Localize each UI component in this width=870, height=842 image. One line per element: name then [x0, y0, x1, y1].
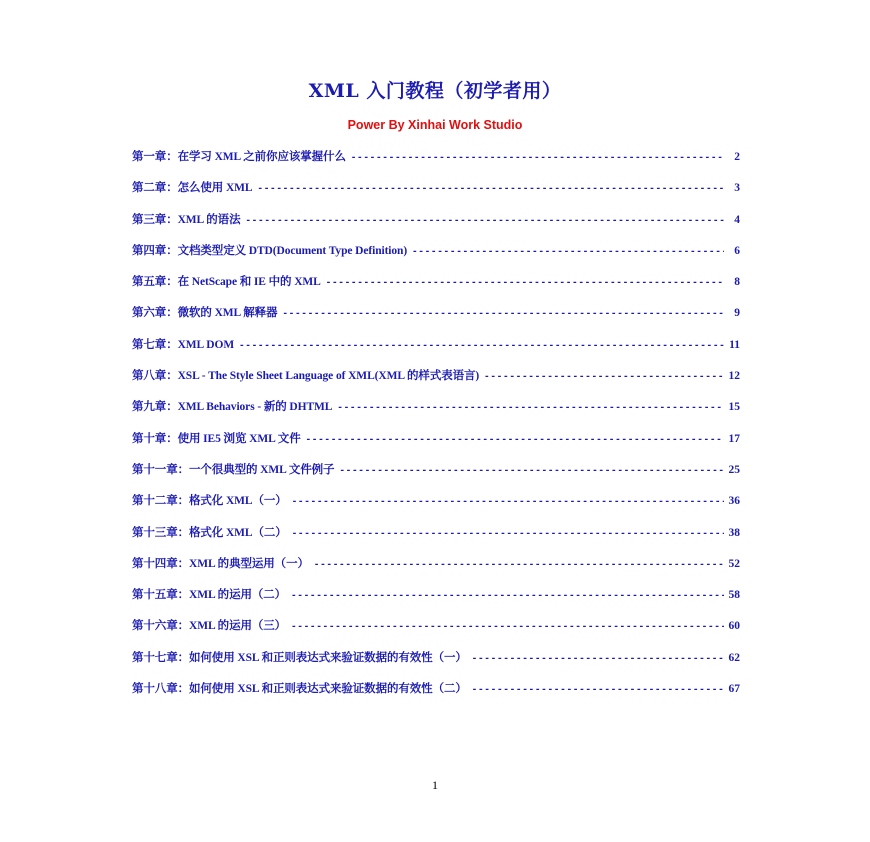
toc-entry-9[interactable]	[132, 398, 740, 429]
toc-entry-11[interactable]	[132, 461, 740, 492]
toc-entry-page: 9	[734, 307, 740, 320]
toc-entry-14[interactable]	[132, 555, 740, 586]
toc-entry-label: 第十一章：一个很典型的 XML 文件例子	[132, 463, 335, 476]
toc-entry-label: 第一章：在学习 XML 之前你应该掌握什么	[132, 151, 346, 163]
toc-dot-leader	[291, 622, 724, 632]
toc-dot-leader	[292, 497, 724, 507]
document-subtitle: Power By Xinhai Work Studio	[347, 118, 523, 132]
toc-dot-leader	[472, 685, 724, 695]
toc-entry-label: 第六章：微软的 XML 解释器	[132, 307, 278, 320]
toc-entry-page: 3	[734, 182, 740, 195]
toc-entry-label: 第八章：XSL - The Style Sheet Language of XML(XML 的样式表语言)	[132, 370, 480, 383]
toc-entry-12[interactable]	[132, 492, 740, 523]
toc-dot-leader	[339, 466, 724, 476]
toc-entry-page: 52	[728, 557, 740, 570]
toc-entry-page: 4	[734, 213, 740, 226]
toc-entry-10[interactable]	[132, 430, 740, 461]
toc-entry-page: 12	[728, 370, 740, 383]
toc-dot-leader	[484, 372, 724, 382]
toc-entry-6[interactable]	[132, 304, 740, 335]
toc-dot-leader	[282, 309, 724, 319]
toc-entry-label: 第九章：XML Behaviors - 新的 DHTML	[132, 401, 333, 414]
toc-entry-5[interactable]	[132, 273, 740, 304]
toc-entry-page: 11	[729, 338, 740, 351]
toc-entry-label: 第十五章：XML 的运用（二）	[132, 589, 287, 602]
toc-dot-leader	[239, 341, 724, 351]
toc-entry-page: 15	[728, 401, 740, 414]
toc-dot-leader	[472, 654, 724, 664]
toc-entry-8[interactable]	[132, 367, 740, 398]
toc-dot-leader	[306, 435, 724, 445]
toc-entry-page: 36	[728, 495, 740, 508]
toc-entry-page: 60	[728, 620, 740, 633]
toc-entry-page: 62	[728, 651, 740, 664]
page-number: 1	[432, 778, 438, 792]
toc-entry-label: 第七章：XML DOM	[132, 338, 235, 351]
toc-entry-4[interactable]	[132, 242, 740, 273]
toc-entry-label: 第十三章：格式化 XML（二）	[132, 526, 287, 539]
toc-dot-leader	[258, 184, 724, 194]
toc-entry-label: 第十六章：XML 的运用（三）	[132, 620, 287, 633]
toc-entry-label: 第十章：使用 IE5 浏览 XML 文件	[132, 432, 301, 445]
toc-entry-label: 第十二章：格式化 XML（一）	[132, 495, 287, 508]
toc-entry-1[interactable]	[132, 148, 740, 179]
toc-entry-13[interactable]	[132, 524, 740, 555]
toc-entry-15[interactable]	[132, 586, 740, 617]
toc-entry-16[interactable]	[132, 617, 740, 648]
toc-entry-page: 8	[734, 276, 740, 289]
toc-entry-label: 第四章：文档类型定义 DTD(Document Type Definition)	[132, 244, 408, 257]
toc-dot-leader	[245, 216, 724, 226]
toc-entry-2[interactable]	[132, 179, 740, 210]
toc-entry-label: 第十七章：如何使用 XSL 和正则表达式来验证数据的有效性（一）	[132, 651, 467, 664]
table-of-contents	[132, 148, 740, 711]
toc-dot-leader	[314, 560, 724, 570]
toc-entry-17[interactable]	[132, 649, 740, 680]
toc-entry-page: 38	[728, 526, 740, 539]
toc-entry-label: 第五章：在 NetScape 和 IE 中的 XML	[132, 276, 321, 289]
toc-dot-leader	[292, 529, 724, 539]
toc-entry-18[interactable]	[132, 680, 740, 711]
toc-dot-leader	[412, 247, 724, 257]
toc-entry-3[interactable]	[132, 211, 740, 242]
toc-entry-label: 第十四章：XML 的典型运用（一）	[132, 557, 309, 570]
toc-dot-leader	[337, 403, 724, 413]
toc-entry-page: 58	[728, 589, 740, 602]
toc-dot-leader	[326, 278, 724, 288]
toc-entry-page: 17	[728, 432, 740, 445]
document-title: XML 入门教程（初学者用）	[308, 80, 562, 102]
toc-entry-label: 第三章：XML 的语法	[132, 213, 241, 226]
toc-entry-page: 2	[734, 151, 740, 163]
toc-entry-label: 第二章：怎么使用 XML	[132, 182, 253, 195]
toc-dot-leader	[291, 591, 724, 601]
toc-entry-page: 25	[728, 463, 740, 476]
toc-dot-leader	[351, 153, 724, 163]
toc-entry-page: 67	[728, 683, 740, 696]
toc-entry-page: 6	[734, 244, 740, 257]
toc-entry-label: 第十八章：如何使用 XSL 和正则表达式来验证数据的有效性（二）	[132, 683, 467, 696]
toc-entry-7[interactable]	[132, 336, 740, 367]
